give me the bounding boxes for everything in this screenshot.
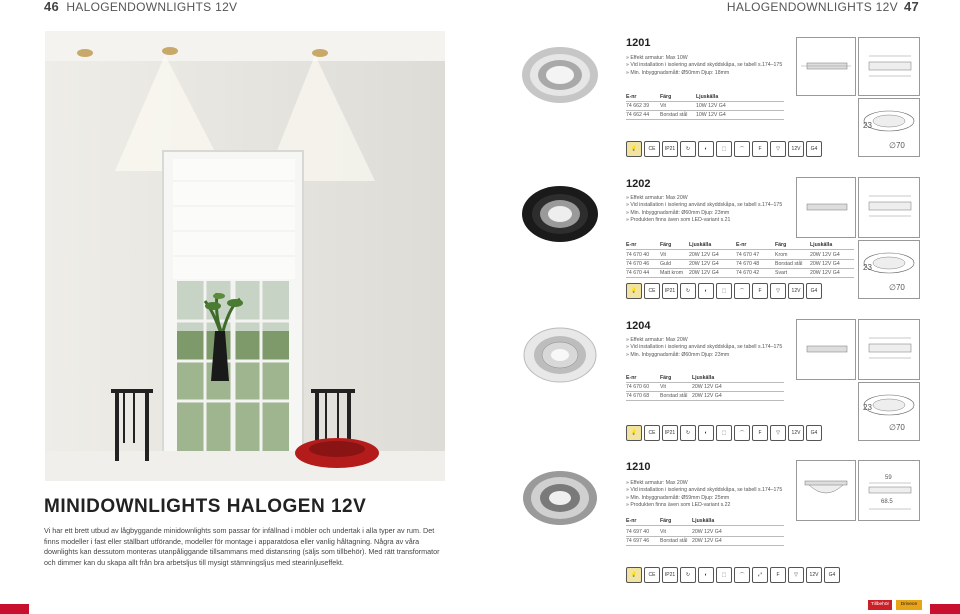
feature-line: » Effekt armatur: Max 10W: [626, 55, 688, 61]
footer-bar-right: [930, 604, 960, 614]
symbol-icons: [626, 567, 840, 583]
feature-line: » Min. Inbyggnadsmått: Ø59mm Djup: 25mm: [626, 494, 730, 501]
feature-line: » Min. Inbyggnadsmått: Ø60mm Djup: 23mm: [626, 209, 730, 216]
right-running-title: HALOGENDOWNLIGHTS 12V: [726, 0, 898, 14]
feature-line: » Produkten finns även som LED-variant s.21: [626, 217, 731, 224]
hole-label: ∅70: [889, 423, 905, 432]
dimmer-icon: ◐: [698, 283, 714, 299]
badge-tillbehor: Tillbehör: [868, 600, 892, 610]
class-icon: ⬚: [716, 141, 732, 157]
ce-mark-icon: CE: [644, 283, 660, 299]
dimmer-icon: ◐: [698, 425, 714, 441]
table-cell: 20W 12V G4: [692, 538, 722, 544]
f-mark-icon: F: [770, 567, 786, 583]
dim-side-label: 68.5: [881, 499, 893, 505]
feature-line: » Vid installation i isolering använd skyddskåpa, se tabell s.174–175: [626, 202, 783, 209]
ip-rating-icon: IP21: [662, 425, 678, 441]
table-cell: 20W 12V G4: [689, 270, 719, 276]
table-cell: 20W 12V G4: [692, 529, 722, 535]
col-farg: Färg: [660, 242, 672, 248]
table-rule: [626, 277, 854, 278]
lamp-icon: 💡: [626, 567, 642, 583]
table-cell: 74 697 46: [626, 538, 650, 544]
product-features: [626, 337, 782, 359]
lamp-icon: 💡: [626, 425, 642, 441]
product-number: 1202: [626, 178, 651, 190]
lamp-icon: 💡: [626, 141, 642, 157]
table-cell: Borstad stål: [775, 261, 803, 267]
feature-line: » Min. Inbyggnadsmått: Ø60mm Djup: 23mm: [626, 351, 730, 358]
feature-line: » Vid installation i isolering använd skyddskåpa, se tabell s.174–175: [626, 344, 783, 351]
table-rule: [626, 545, 784, 546]
triangle-icon: ▽: [788, 567, 804, 583]
voltage-icon: 12V: [788, 141, 804, 157]
dimension-diagram-icon: [859, 461, 919, 520]
table-cell: Matt krom: [660, 270, 684, 276]
col-farg: Färg: [660, 94, 672, 100]
side-diagram-icon: [797, 178, 855, 237]
col-enr: E-nr: [736, 242, 747, 248]
table-cell: 10W 12V G4: [696, 103, 726, 109]
rotate-icon: ↻: [680, 141, 696, 157]
triangle-icon: ▽: [770, 141, 786, 157]
table-cell: Borstad stål: [660, 112, 688, 118]
table-rule: [626, 119, 784, 120]
table-cell: 74 670 44: [626, 270, 650, 276]
table-cell: 74 670 60: [626, 384, 650, 390]
triangle-icon: ▽: [770, 283, 786, 299]
diagram-dimensions: [858, 319, 920, 380]
rotate-icon: ↻: [680, 567, 696, 583]
product-number: 1201: [626, 37, 651, 49]
table-cell: Vit: [660, 529, 666, 535]
table-cell: 20W 12V G4: [810, 261, 840, 267]
socket-icon: G4: [806, 283, 822, 299]
ce-mark-icon: CE: [644, 567, 660, 583]
intro-text: Vi har ett brett utbud av lågbyggande minidownlights som passar för infällnad i möbler och undertak i alla typer av rum. Det finns modeller i fast eller ställbart utförande, modeller för montage i apparatdosa eller vanlig håltagning. Några av våra downlights kan dessutom monteras utanpåliggande tillsammans med distansring (säljs som tillbehör). Med rätt transformator och dimmer kan du skapa allt från bra arbetsljus till mysigt stämningsljus med stearinljuseffekt.: [44, 526, 440, 567]
col-ljus: Ljuskälla: [689, 242, 712, 248]
col-farg: Färg: [660, 375, 672, 381]
ip-rating-icon: IP21: [662, 283, 678, 299]
table-cell: Vit: [660, 252, 666, 258]
table-cell: 74 670 68: [626, 393, 650, 399]
product-1202-image: [520, 183, 600, 245]
table-cell: 74 662 44: [626, 112, 650, 118]
diagram-hole: [858, 382, 920, 441]
table-cell: Vit: [660, 384, 666, 390]
diagram-dimensions: [858, 37, 920, 96]
table-cell: 20W 12V G4: [689, 261, 719, 267]
col-enr: E-nr: [626, 94, 637, 100]
install-icon: ⌒: [734, 567, 750, 583]
dimension-diagram-icon: [859, 178, 919, 237]
triangle-icon: ▽: [770, 425, 786, 441]
table-rule: [626, 268, 854, 269]
badge-driveon: Driveon: [896, 600, 922, 610]
table-cell: 74 670 42: [736, 270, 760, 276]
product-features: [626, 55, 782, 77]
f-mark-icon: F: [752, 283, 768, 299]
table-cell: Svart: [775, 270, 788, 276]
table-cell: 74 670 48: [736, 261, 760, 267]
side-diagram-icon: [797, 38, 855, 95]
table-cell: 74 670 40: [626, 252, 650, 258]
page-header: [0, 0, 960, 14]
class-icon: ⬚: [716, 425, 732, 441]
symbol-icons: [626, 283, 822, 299]
table-cell: 20W 12V G4: [689, 252, 719, 258]
col-farg: Färg: [660, 518, 672, 524]
diagram-hole: [858, 240, 920, 299]
room-photo-illustration: [45, 31, 445, 481]
col-ljus: Ljuskälla: [696, 94, 719, 100]
left-page-header: [44, 0, 237, 14]
feature-line: » Min. Inbyggnadsmått: Ø50mm Djup: 18mm: [626, 69, 730, 76]
install-icon: ⌒: [734, 425, 750, 441]
table-rule: [626, 249, 854, 250]
col-ljus: Ljuskälla: [692, 518, 715, 524]
table-rule: [626, 536, 784, 537]
feature-line: » Effekt armatur: Max 20W: [626, 480, 688, 486]
ce-mark-icon: CE: [644, 425, 660, 441]
table-rule: [626, 391, 784, 392]
table-rule: [626, 400, 784, 401]
product-features: [626, 195, 782, 225]
f-mark-icon: F: [752, 425, 768, 441]
rotate-icon: ↻: [680, 425, 696, 441]
col-ljus: Ljuskälla: [692, 375, 715, 381]
table-cell: Borstad stål: [660, 393, 688, 399]
left-page-number: 46: [44, 0, 60, 14]
table-cell: 74 697 40: [626, 529, 650, 535]
table-cell: 10W 12V G4: [696, 112, 726, 118]
table-cell: Guld: [660, 261, 671, 267]
table-rule: [626, 259, 854, 260]
hole-label: ∅70: [889, 141, 905, 150]
product-1204-image: [520, 324, 600, 386]
product-number: 1204: [626, 320, 651, 332]
product-1210-image: [520, 467, 600, 529]
diagram-side: [796, 460, 856, 521]
lamp-icon: 💡: [626, 283, 642, 299]
table-cell: 20W 12V G4: [692, 393, 722, 399]
ce-mark-icon: CE: [644, 141, 660, 157]
depth-label: 23: [863, 121, 872, 130]
table-cell: 20W 12V G4: [810, 252, 840, 258]
voltage-icon: 12V: [788, 425, 804, 441]
socket-icon: G4: [806, 425, 822, 441]
dim-top-label: 59: [885, 475, 892, 481]
side-diagram-icon: [797, 461, 855, 520]
table-rule: [626, 382, 784, 383]
feature-line: » Vid installation i isolering använd skyddskåpa, se tabell s.174–175: [626, 487, 783, 494]
left-running-title: HALOGENDOWNLIGHTS 12V: [66, 0, 238, 14]
voltage-icon: 12V: [806, 567, 822, 583]
f-mark-icon: F: [752, 141, 768, 157]
col-enr: E-nr: [626, 375, 637, 381]
install-icon: ⌒: [734, 283, 750, 299]
table-cell: Krom: [775, 252, 788, 258]
table-cell: Borstad stål: [660, 538, 688, 544]
table-cell: 74 670 47: [736, 252, 760, 258]
col-ljus: Ljuskälla: [810, 242, 833, 248]
room-photo: [45, 31, 445, 481]
install-icon: ⌒: [734, 141, 750, 157]
col-enr: E-nr: [626, 242, 637, 248]
ip-rating-icon: IP21: [662, 567, 678, 583]
diagram-dimensions: [858, 177, 920, 238]
side-diagram-icon: [797, 320, 855, 379]
table-rule: [626, 101, 784, 102]
col-farg: Färg: [775, 242, 787, 248]
feature-line: » Produkten finns även som LED-variant s.22: [626, 502, 731, 509]
section-heading: MINIDOWNLIGHTS HALOGEN 12V: [44, 496, 367, 517]
rotate-icon: ↻: [680, 283, 696, 299]
table-rule: [626, 525, 784, 526]
diagram-side: [796, 37, 856, 96]
diagram-side: [796, 177, 856, 238]
diagram-side: [796, 319, 856, 380]
socket-icon: G4: [806, 141, 822, 157]
class-icon: ⬚: [716, 567, 732, 583]
diagram-dimensions: [858, 460, 920, 521]
ip-rating-icon: IP21: [662, 141, 678, 157]
right-page-number: 47: [903, 0, 919, 14]
hole-label: ∅70: [889, 283, 905, 292]
table-cell: 20W 12V G4: [692, 384, 722, 390]
table-cell: 74 662 39: [626, 103, 650, 109]
feature-line: » Vid installation i isolering använd skyddskåpa, se tabell s.174–175: [626, 62, 783, 69]
feature-line: » Effekt armatur: Max 20W: [626, 195, 688, 201]
diagram-hole: [858, 98, 920, 157]
class-icon: ⬚: [716, 283, 732, 299]
footer-bar-left: [0, 604, 29, 614]
table-cell: 20W 12V G4: [810, 270, 840, 276]
right-page-header: [727, 0, 919, 14]
depth-label: 23: [863, 263, 872, 272]
depth-label: 23: [863, 403, 872, 412]
product-1201-image: [520, 44, 600, 106]
socket-icon: G4: [824, 567, 840, 583]
dimmer-icon: ◐: [698, 141, 714, 157]
product-number: 1210: [626, 461, 651, 473]
table-cell: 74 670 46: [626, 261, 650, 267]
dimension-diagram-icon: [859, 320, 919, 379]
symbol-icons: [626, 141, 822, 157]
voltage-icon: 12V: [788, 283, 804, 299]
product-features: [626, 480, 782, 510]
table-rule: [626, 110, 784, 111]
symbol-icons: [626, 425, 822, 441]
col-enr: E-nr: [626, 518, 637, 524]
feature-line: » Effekt armatur: Max 20W: [626, 337, 688, 343]
tilt-icon: ⤢: [752, 567, 768, 583]
dimension-diagram-icon: [859, 38, 919, 95]
dimmer-icon: ◐: [698, 567, 714, 583]
table-cell: Vit: [660, 103, 666, 109]
